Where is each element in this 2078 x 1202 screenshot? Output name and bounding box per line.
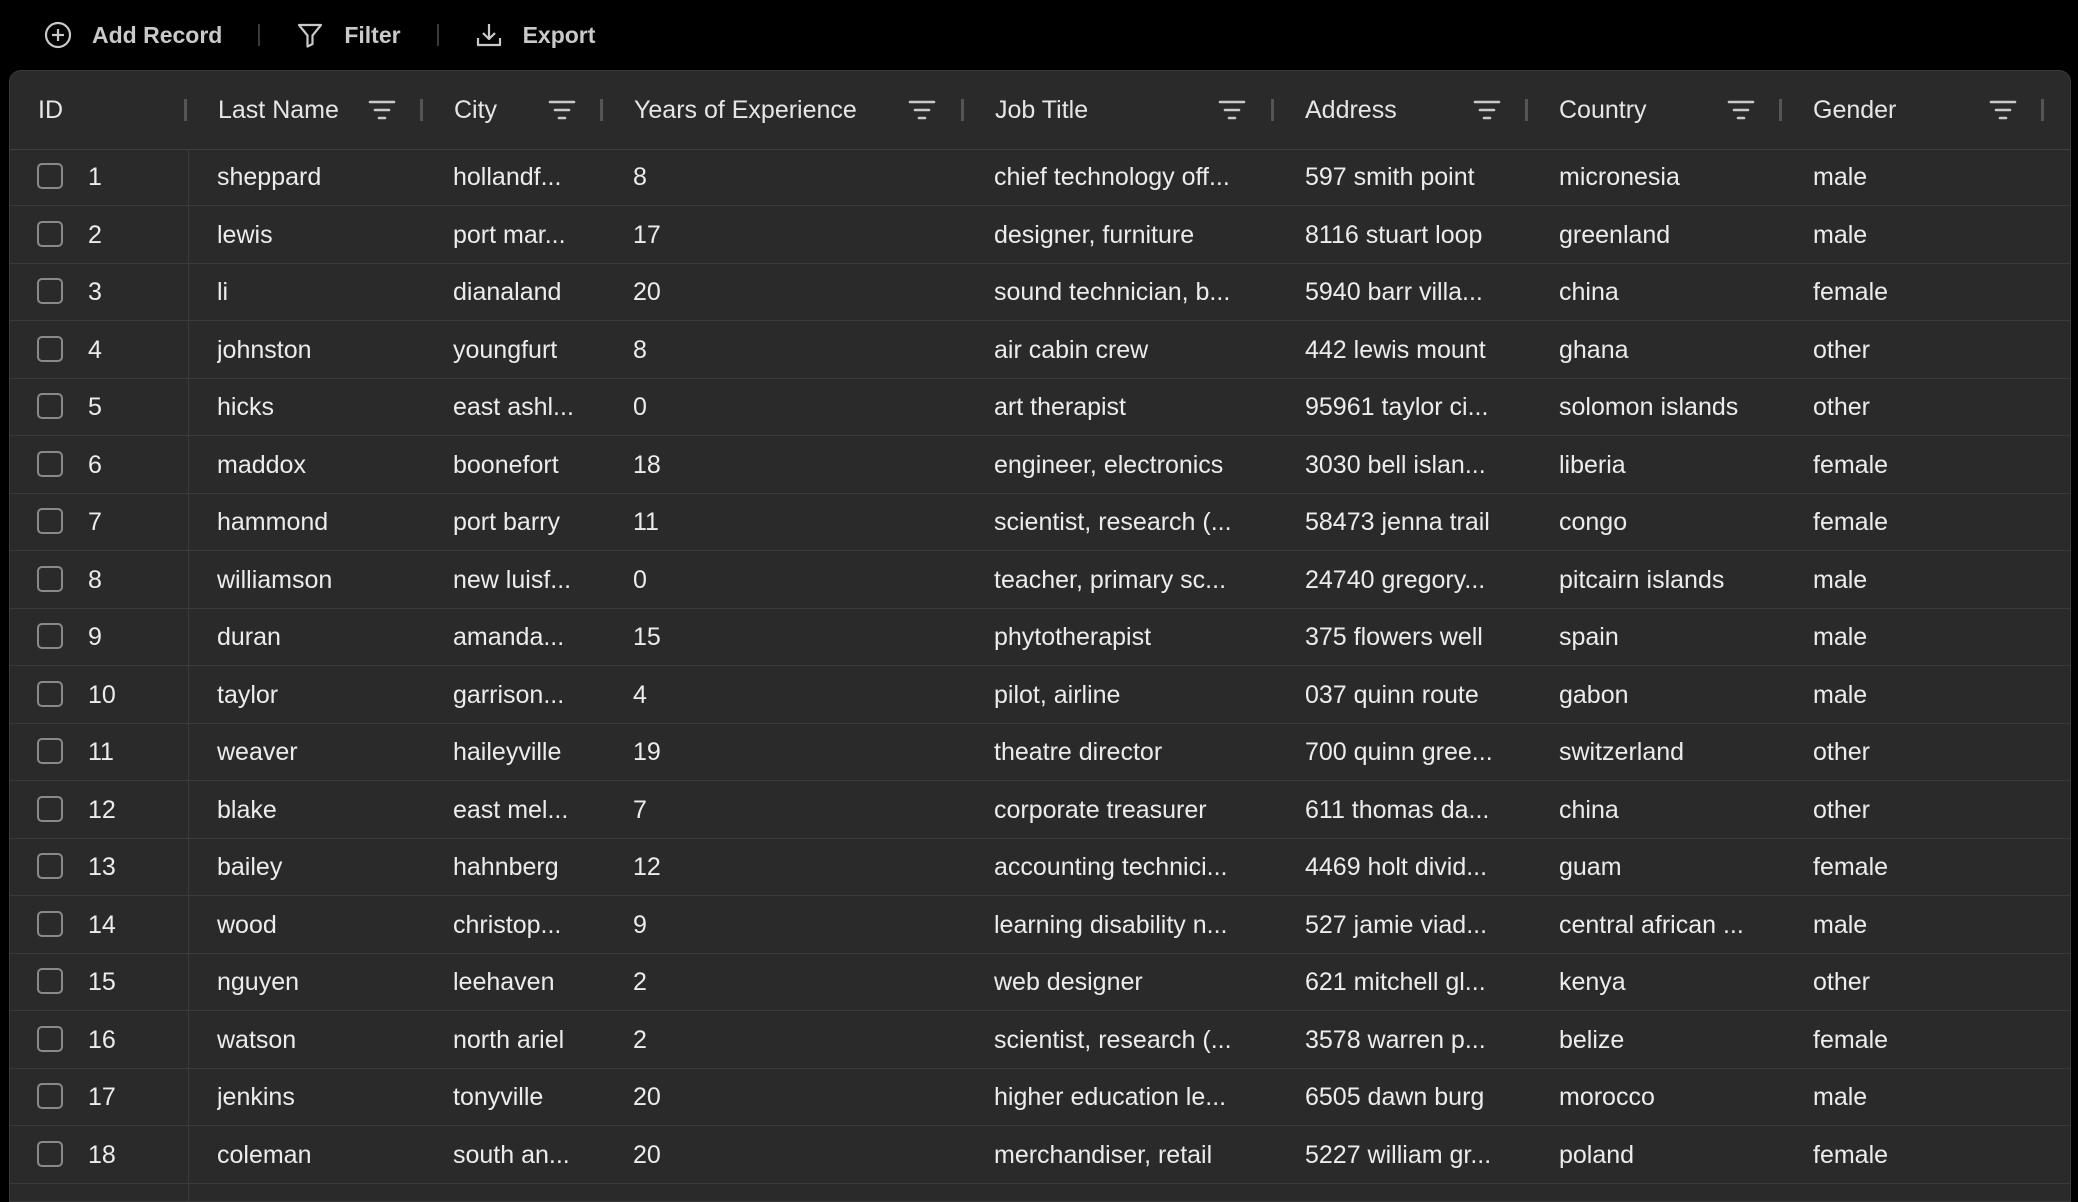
cell-id: 16 (88, 1025, 116, 1054)
table-row[interactable] (10, 207, 2070, 264)
plus-circle-icon (44, 21, 72, 49)
table-row[interactable] (10, 609, 2070, 666)
cell-address: 621 mitchell gl... (1305, 968, 1486, 996)
cell-years: 19 (633, 738, 661, 766)
cell-id: 13 (88, 853, 116, 881)
table-row[interactable] (10, 839, 2070, 896)
grid-header (10, 71, 2070, 150)
cell-country: central african ... (1559, 910, 1744, 939)
cell-address: 597 smith point (1305, 163, 1475, 191)
row-checkbox[interactable] (37, 1083, 63, 1109)
table-row[interactable] (10, 782, 2070, 839)
row-checkbox[interactable] (37, 221, 63, 247)
cell-last-name: li (217, 278, 229, 306)
cell-id: 8 (88, 565, 102, 594)
table-row[interactable] (10, 667, 2070, 724)
row-checkbox[interactable] (37, 911, 63, 937)
cell-country: ghana (1559, 335, 1629, 364)
row-checkbox[interactable] (37, 1026, 63, 1052)
export-button[interactable] (475, 10, 596, 60)
cell-id: 14 (88, 910, 116, 939)
cell-last-name: taylor (217, 680, 279, 709)
filter-lines-icon[interactable] (1218, 97, 1246, 123)
cell-last-name: maddox (217, 450, 306, 479)
cell-address: 58473 jenna trail (1305, 508, 1490, 536)
cell-job: corporate treasurer (994, 795, 1207, 824)
cell-id: 1 (88, 163, 102, 191)
cell-last-name: sheppard (217, 163, 322, 191)
cell-address: 6505 dawn burg (1305, 1083, 1485, 1111)
cell-id: 15 (88, 968, 116, 996)
cell-address: 611 thomas da... (1305, 795, 1490, 824)
table-row[interactable] (10, 1069, 2070, 1126)
cell-gender: male (1813, 163, 1868, 191)
cell-last-name: johnston (217, 335, 312, 364)
cell-country: congo (1559, 508, 1628, 536)
cell-years: 2 (633, 968, 647, 996)
cell-country: pitcairn islands (1559, 565, 1725, 594)
cell-job: higher education le... (994, 1083, 1227, 1111)
cell-id: 6 (88, 450, 102, 479)
table-row[interactable] (10, 149, 2070, 206)
column-header-country[interactable]: Country (1559, 95, 1647, 124)
cell-id: 17 (88, 1083, 116, 1111)
row-checkbox[interactable] (37, 278, 63, 304)
row-checkbox[interactable] (37, 451, 63, 477)
download-icon (475, 21, 503, 49)
cell-last-name: wood (217, 910, 277, 939)
row-checkbox[interactable] (37, 1141, 63, 1167)
cell-years: 12 (633, 853, 661, 881)
cell-id: 11 (88, 738, 114, 766)
cell-address: 4469 holt divid... (1305, 853, 1488, 881)
table-row[interactable] (10, 552, 2070, 609)
cell-years: 8 (633, 163, 647, 191)
cell-gender: male (1813, 1083, 1868, 1111)
row-checkbox[interactable] (37, 681, 63, 707)
cell-country: gabon (1559, 680, 1629, 709)
cell-city: south an... (453, 1140, 570, 1169)
cell-city: garrison... (453, 680, 565, 709)
cell-address: 442 lewis mount (1305, 335, 1486, 364)
cell-years: 8 (633, 335, 647, 364)
cell-job: designer, furniture (994, 220, 1195, 249)
cell-job: teacher, primary sc... (994, 565, 1227, 594)
row-checkbox[interactable] (37, 738, 63, 764)
cell-job: phytotherapist (994, 623, 1152, 651)
table-row[interactable] (10, 724, 2070, 781)
cell-job: scientist, research (... (994, 508, 1232, 536)
cell-years: 18 (633, 450, 661, 479)
column-header-years-of-experience[interactable]: Years of Experience (634, 95, 857, 124)
cell-years: 15 (633, 623, 661, 651)
cell-city: port barry (453, 508, 560, 536)
cell-job: air cabin crew (994, 335, 1149, 364)
table-row[interactable] (10, 897, 2070, 954)
cell-country: guam (1559, 853, 1622, 881)
add-record-label: Add Record (92, 21, 223, 48)
cell-city: port mar... (453, 220, 566, 249)
cell-last-name: duran (217, 623, 281, 651)
column-separator[interactable] (600, 99, 603, 121)
cell-city: north ariel (453, 1025, 565, 1054)
cell-years: 0 (633, 393, 647, 421)
filter-lines-icon[interactable] (1727, 97, 1755, 123)
cell-country: poland (1559, 1140, 1635, 1169)
cell-id: 10 (88, 680, 116, 709)
column-header-gender[interactable]: Gender (1813, 95, 1897, 124)
toolbar-divider (437, 24, 439, 46)
cell-id: 3 (88, 278, 102, 306)
cell-job: chief technology off... (994, 163, 1230, 191)
cell-gender: female (1813, 508, 1889, 536)
table-row[interactable] (10, 322, 2070, 379)
cell-address: 3578 warren p... (1305, 1025, 1486, 1054)
filter-lines-icon[interactable] (1473, 97, 1501, 123)
cell-country: china (1559, 795, 1619, 824)
cell-city: east mel... (453, 795, 569, 824)
column-separator[interactable] (420, 99, 423, 121)
row-checkbox[interactable] (37, 163, 63, 189)
cell-years: 4 (633, 680, 647, 709)
cell-address: 375 flowers well (1305, 623, 1483, 651)
cell-last-name: nguyen (217, 968, 300, 996)
cell-address: 3030 bell islan... (1305, 450, 1486, 479)
column-header-city[interactable]: City (454, 95, 498, 124)
column-header-job-title[interactable]: Job Title (995, 95, 1089, 124)
column-header-address[interactable]: Address (1305, 95, 1397, 124)
cell-job: art therapist (994, 393, 1127, 421)
cell-gender: other (1813, 738, 1870, 766)
cell-country: greenland (1559, 220, 1671, 249)
filter-lines-icon[interactable] (908, 97, 936, 123)
cell-gender: male (1813, 910, 1868, 939)
cell-years: 9 (633, 910, 647, 939)
row-checkbox[interactable] (37, 623, 63, 649)
cell-job: web designer (994, 968, 1143, 996)
cell-job: pilot, airline (994, 680, 1121, 709)
cell-years: 17 (633, 220, 661, 249)
cell-job: engineer, electronics (994, 450, 1224, 479)
cell-gender: other (1813, 335, 1870, 364)
column-separator[interactable] (961, 99, 964, 121)
cell-id: 18 (88, 1140, 116, 1169)
column-separator[interactable] (2041, 99, 2044, 121)
cell-address: 95961 taylor ci... (1305, 393, 1489, 421)
cell-gender: male (1813, 565, 1868, 594)
cell-last-name: hicks (217, 393, 274, 421)
cell-years: 20 (633, 1140, 661, 1169)
cell-id: 5 (88, 393, 102, 421)
cell-years: 7 (633, 795, 647, 824)
row-checkbox[interactable] (37, 393, 63, 419)
cell-country: liberia (1559, 450, 1626, 479)
cell-gender: other (1813, 393, 1870, 421)
cell-job: scientist, research (... (994, 1025, 1232, 1054)
cell-job: merchandiser, retail (994, 1140, 1213, 1169)
add-record-button[interactable] (44, 10, 222, 60)
cell-gender: female (1813, 1140, 1889, 1169)
column-header-id[interactable]: ID (38, 95, 63, 124)
cell-job: accounting technici... (994, 853, 1228, 881)
cell-city: new luisf... (453, 565, 572, 594)
cell-city: amanda... (453, 623, 565, 651)
table-row[interactable] (10, 954, 2070, 1011)
cell-years: 20 (633, 1083, 661, 1111)
table-row[interactable] (10, 1012, 2070, 1069)
cell-city: tonyville (453, 1083, 544, 1111)
cell-country: switzerland (1559, 738, 1685, 766)
cell-id: 12 (88, 795, 116, 824)
id-column-border (188, 149, 189, 1202)
toolbar (0, 0, 2078, 70)
cell-city: youngfurt (453, 335, 558, 364)
cell-last-name: watson (217, 1025, 297, 1054)
filter-button[interactable] (296, 10, 400, 60)
cell-last-name: blake (217, 795, 277, 824)
cell-gender: other (1813, 968, 1870, 996)
cell-last-name: lewis (217, 220, 273, 249)
row-checkbox[interactable] (37, 968, 63, 994)
data-grid (9, 70, 2071, 1202)
export-label: Export (522, 21, 596, 48)
table-row[interactable] (10, 437, 2070, 494)
cell-address: 5940 barr villa... (1305, 278, 1483, 306)
cell-address: 037 quinn route (1305, 680, 1479, 709)
cell-gender: female (1813, 278, 1889, 306)
cell-gender: female (1813, 450, 1889, 479)
cell-id: 9 (88, 623, 102, 651)
cell-gender: male (1813, 220, 1868, 249)
cell-id: 2 (88, 220, 102, 249)
cell-city: dianaland (453, 278, 562, 306)
column-separator[interactable] (184, 99, 187, 121)
column-separator[interactable] (1525, 99, 1528, 121)
funnel-icon (296, 21, 324, 49)
cell-id: 4 (88, 335, 102, 364)
table-row[interactable] (10, 1127, 2070, 1184)
cell-last-name: coleman (217, 1140, 312, 1169)
cell-years: 20 (633, 278, 661, 306)
cell-gender: male (1813, 680, 1868, 709)
table-row[interactable] (10, 264, 2070, 321)
cell-address: 24740 gregory... (1305, 565, 1486, 594)
cell-country: micronesia (1559, 163, 1680, 191)
cell-gender: female (1813, 1025, 1889, 1054)
column-header-last-name[interactable]: Last Name (218, 95, 339, 124)
cell-job: sound technician, b... (994, 278, 1231, 306)
table-row[interactable] (10, 379, 2070, 436)
column-separator[interactable] (1779, 99, 1782, 121)
column-separator[interactable] (1271, 99, 1274, 121)
cell-address: 8116 stuart loop (1305, 220, 1483, 249)
cell-city: christop... (453, 910, 562, 939)
cell-years: 2 (633, 1025, 647, 1054)
cell-job: theatre director (994, 738, 1163, 766)
cell-country: china (1559, 278, 1619, 306)
cell-last-name: bailey (217, 853, 283, 881)
cell-city: hahnberg (453, 853, 559, 881)
cell-last-name: weaver (217, 738, 298, 766)
cell-country: solomon islands (1559, 393, 1739, 421)
cell-city: boonefort (453, 450, 559, 479)
row-checkbox[interactable] (37, 336, 63, 362)
cell-country: kenya (1559, 968, 1626, 996)
cell-job: learning disability n... (994, 910, 1228, 939)
cell-address: 527 jamie viad... (1305, 910, 1488, 939)
table-row[interactable] (10, 494, 2070, 551)
cell-last-name: hammond (217, 508, 329, 536)
row-checkbox[interactable] (37, 796, 63, 822)
filter-lines-icon[interactable] (1989, 97, 2017, 123)
cell-city: leehaven (453, 968, 555, 996)
filter-lines-icon[interactable] (548, 97, 576, 123)
filter-lines-icon[interactable] (368, 97, 396, 123)
cell-address: 700 quinn gree... (1305, 738, 1493, 766)
toolbar-divider (258, 24, 260, 46)
row-checkbox[interactable] (37, 566, 63, 592)
cell-id: 7 (88, 508, 102, 536)
cell-city: hollandf... (453, 163, 562, 191)
cell-country: spain (1559, 623, 1619, 651)
cell-last-name: williamson (217, 565, 333, 594)
cell-gender: male (1813, 623, 1868, 651)
cell-country: belize (1559, 1025, 1625, 1054)
row-checkbox[interactable] (37, 853, 63, 879)
filter-label: Filter (344, 21, 401, 48)
cell-city: east ashl... (453, 393, 574, 421)
cell-years: 0 (633, 565, 647, 594)
row-checkbox[interactable] (37, 508, 63, 534)
cell-last-name: jenkins (217, 1083, 295, 1111)
cell-years: 11 (633, 508, 659, 536)
cell-city: haileyville (453, 738, 562, 766)
cell-country: morocco (1559, 1083, 1655, 1111)
cell-address: 5227 william gr... (1305, 1140, 1492, 1169)
cell-gender: other (1813, 795, 1870, 824)
cell-gender: female (1813, 853, 1889, 881)
